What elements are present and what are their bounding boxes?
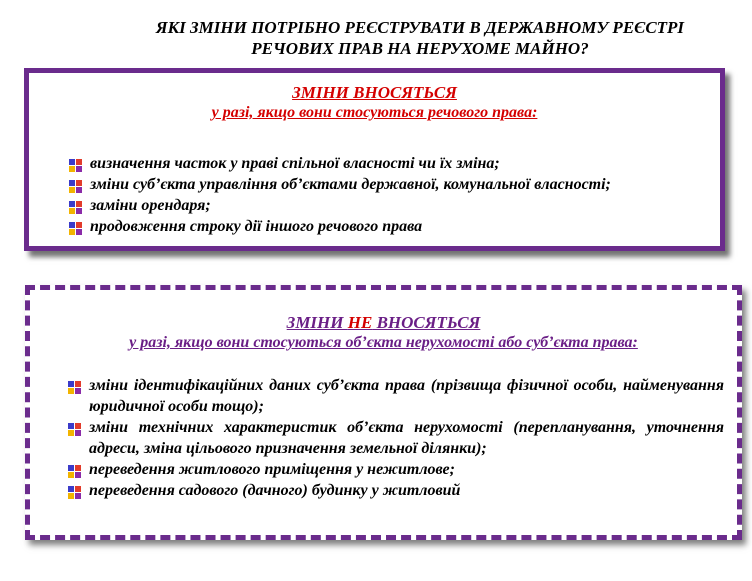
bullet-icon: [68, 484, 81, 497]
excluded-subheading: у разі, якщо вони стосуються об’єкта нерухомості або суб’єкта права:: [129, 334, 638, 351]
list-item: переведення житлового приміщення у нежитлове;: [68, 459, 724, 480]
included-subheading: у разі, якщо вони стосуються речового права:: [211, 104, 538, 121]
list-item: зміни суб’єкта управління об’єктами державної, комунальної власності;: [69, 174, 709, 195]
list-item: переведення садового (дачного) будинку у житловий: [68, 480, 724, 501]
excluded-heading: ЗМІНИ НЕ ВНОСЯТЬСЯ: [286, 313, 481, 332]
bullet-icon: [69, 199, 82, 212]
included-heading-block: [29, 83, 720, 123]
list-item: зміни ідентифікаційних даних суб’єкта права (прізвища фізичної особи, найменування юридичної особи тощо);: [68, 375, 724, 417]
list-item: визначення часток у праві спільної власності чи їх зміна;: [69, 153, 709, 174]
changes-included-panel: [24, 68, 725, 251]
list-item: зміни технічних характеристик об’єкта нерухомості (перепланування, уточнення адреси, зміна цільового призначення земельної ділянки);: [68, 417, 724, 459]
title-line-2: РЕЧОВИХ ПРАВ НА НЕРУХОМЕ МАЙНО?: [251, 39, 589, 58]
included-list: [69, 153, 709, 237]
title-line-1: ЯКІ ЗМІНИ ПОТРІБНО РЕЄСТРУВАТИ В ДЕРЖАВНОМУ РЕЄСТРІ: [155, 18, 685, 37]
excluded-list: [68, 375, 724, 501]
list-item: продовження строку дії іншого речового права: [69, 216, 709, 237]
excluded-heading-block: [30, 313, 737, 353]
bullet-icon: [68, 421, 81, 434]
list-item: заміни орендаря;: [69, 195, 709, 216]
bullet-icon: [68, 463, 81, 476]
included-heading: ЗМІНИ ВНОСЯТЬСЯ: [292, 83, 457, 102]
bullet-icon: [69, 178, 82, 191]
bullet-icon: [68, 379, 81, 392]
bullet-icon: [69, 220, 82, 233]
changes-excluded-panel: [25, 285, 742, 540]
bullet-icon: [69, 157, 82, 170]
page-title: [70, 17, 752, 59]
